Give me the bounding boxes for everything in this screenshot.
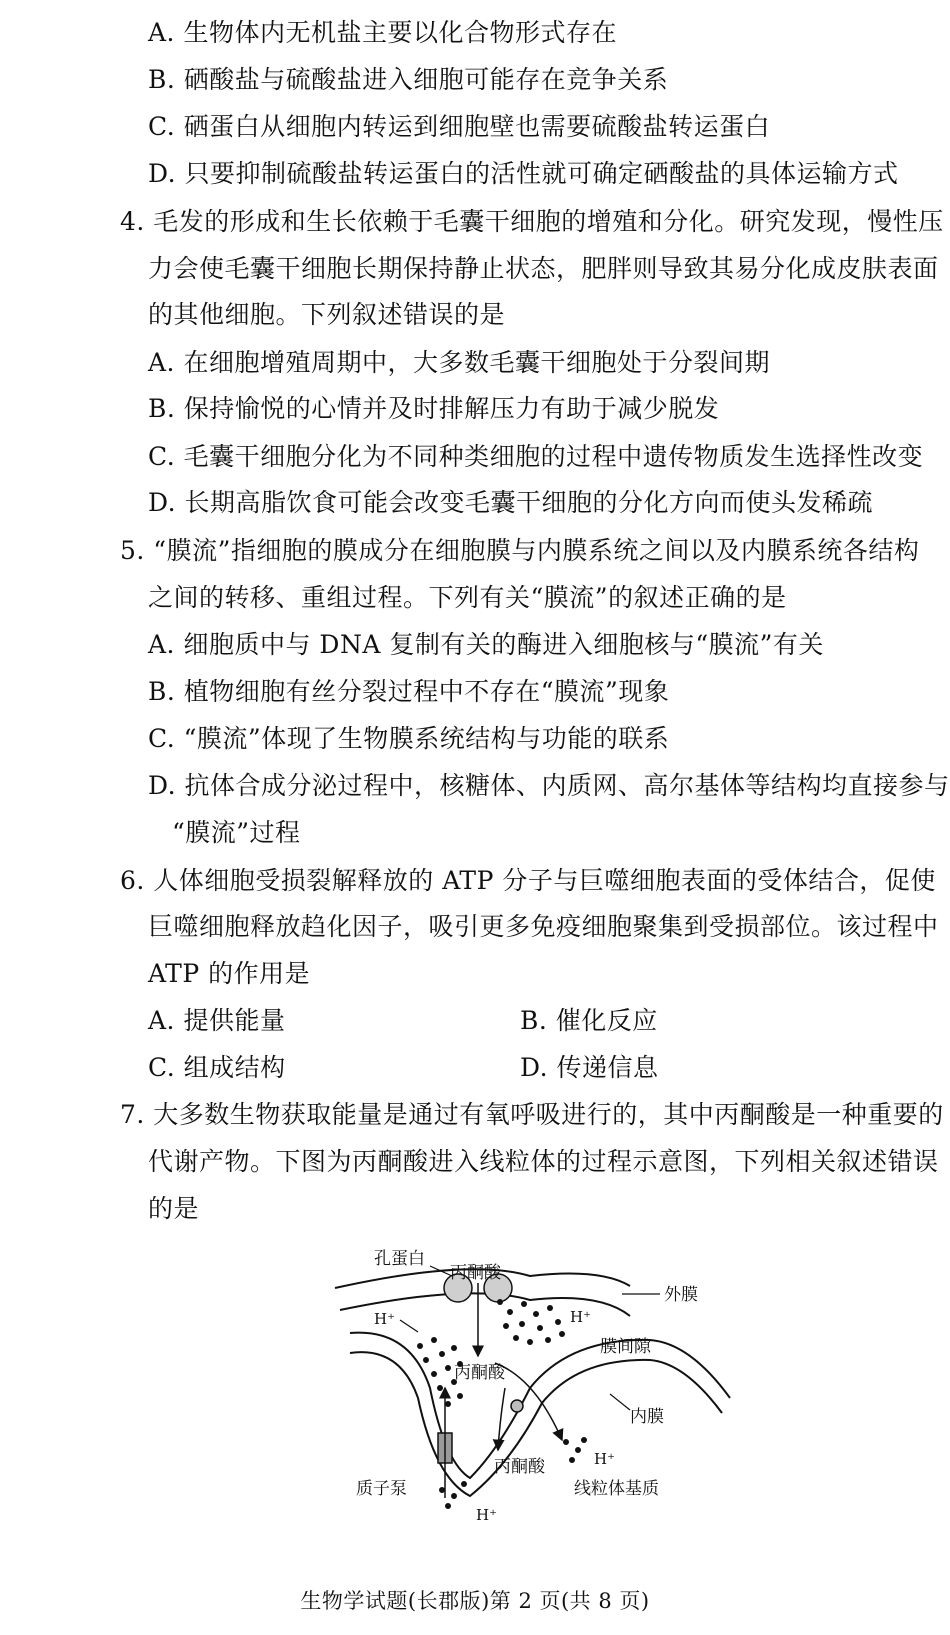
q5-stem-line-1: 5. “膜流”指细胞的膜成分在细胞膜与内膜系统之间以及内膜系统各结构 <box>120 536 920 565</box>
q5-option-c: C. “膜流”体现了生物膜系统结构与功能的联系 <box>148 724 670 753</box>
pyruvate-inner-arrow <box>498 1388 505 1450</box>
q4-option-a: A. 在细胞增殖周期中，大多数毛囊干细胞处于分裂间期 <box>148 348 770 377</box>
q3-option-a: A. 生物体内无机盐主要以化合物形式存在 <box>148 18 617 47</box>
q6-option-d: D. 传递信息 <box>520 1053 659 1082</box>
page-footer: 生物学试题(长郡版)第 2 页(共 8 页) <box>300 1589 650 1613</box>
label-matrix: 线粒体基质 <box>574 1479 659 1499</box>
q4-option-d: D. 长期高脂饮食可能会改变毛囊干细胞的分化方向而使头发稀疏 <box>148 488 874 517</box>
q6-option-a: A. 提供能量 <box>148 1006 286 1035</box>
h-left-pointer <box>400 1320 418 1332</box>
q6-option-c: C. 组成结构 <box>148 1053 286 1082</box>
q6-stem-line-2: 巨噬细胞释放趋化因子，吸引更多免疫细胞聚集到受损部位。该过程中 <box>148 912 939 941</box>
label-proton-pump: 质子泵 <box>356 1479 407 1499</box>
q7-stem-line-3: 的是 <box>148 1194 200 1223</box>
q7-stem-line-2: 代谢产物。下图为丙酮酸进入线粒体的过程示意图，下列相关叙述错误 <box>148 1147 939 1176</box>
q3-option-d: D. 只要抑制硫酸盐转运蛋白的活性就可确定硒酸盐的具体运输方式 <box>148 159 899 188</box>
label-pyruvate-mid: 丙酮酸 <box>454 1363 505 1383</box>
q5-option-b: B. 植物细胞有丝分裂过程中不存在“膜流”现象 <box>148 677 670 706</box>
label-inner-membrane: 内膜 <box>630 1407 664 1427</box>
label-pyruvate-top: 丙酮酸 <box>450 1263 501 1283</box>
q3-option-b: B. 硒酸盐与硫酸盐进入细胞可能存在竞争关系 <box>148 65 669 94</box>
label-outer-membrane: 外膜 <box>664 1285 698 1305</box>
label-h-inner: H⁺ <box>594 1450 615 1468</box>
label-porin: 孔蛋白 <box>374 1249 425 1269</box>
q6-option-b: B. 催化反应 <box>520 1006 658 1035</box>
h-dots-matrix-right <box>563 1437 587 1463</box>
q3-option-c: C. 硒蛋白从细胞内转运到细胞壁也需要硫酸盐转运蛋白 <box>148 112 771 141</box>
q4-stem-line-1: 4. 毛发的形成和生长依赖于毛囊干细胞的增殖和分化。研究发现，慢性压 <box>120 207 944 236</box>
q4-stem-line-2: 力会使毛囊干细胞长期保持静止状态，肥胖则导致其易分化成皮肤表面 <box>148 254 939 283</box>
q5-option-d-continued: “膜流”过程 <box>172 818 301 847</box>
q5-stem-line-2: 之间的转移、重组过程。下列有关“膜流”的叙述正确的是 <box>148 583 787 612</box>
mitochondria-pyruvate-diagram <box>330 1228 750 1528</box>
q4-stem-line-3: 的其他细胞。下列叙述错误的是 <box>148 300 506 329</box>
inner-membrane-pointer <box>610 1394 630 1410</box>
q4-option-b: B. 保持愉悦的心情并及时排解压力有助于减少脱发 <box>148 394 720 423</box>
label-h-bottom: H⁺ <box>476 1506 497 1524</box>
label-intermembrane-space: 膜间隙 <box>600 1337 651 1357</box>
label-h-right: H⁺ <box>570 1308 591 1326</box>
q4-option-c: C. 毛囊干细胞分化为不同种类细胞的过程中遗传物质发生选择性改变 <box>148 442 924 471</box>
q6-stem-line-1: 6. 人体细胞受损裂解释放的 ATP 分子与巨噬细胞表面的受体结合，促使 <box>120 866 936 895</box>
label-h-left: H⁺ <box>374 1310 395 1328</box>
q7-stem-line-1: 7. 大多数生物获取能量是通过有氧呼吸进行的，其中丙酮酸是一种重要的 <box>120 1100 944 1129</box>
h-dots-intermembrane-right <box>497 1299 565 1345</box>
q5-option-a: A. 细胞质中与 DNA 复制有关的酶进入细胞核与“膜流”有关 <box>148 630 824 659</box>
h-dots-matrix-bottom <box>439 1481 467 1509</box>
q6-stem-line-3: ATP 的作用是 <box>148 959 311 988</box>
q5-option-d: D. 抗体合成分泌过程中，核糖体、内质网、高尔基体等结构均直接参与 <box>148 771 950 800</box>
inner-transporter-circle <box>511 1400 523 1412</box>
label-pyruvate-bottom: 丙酮酸 <box>494 1457 545 1477</box>
